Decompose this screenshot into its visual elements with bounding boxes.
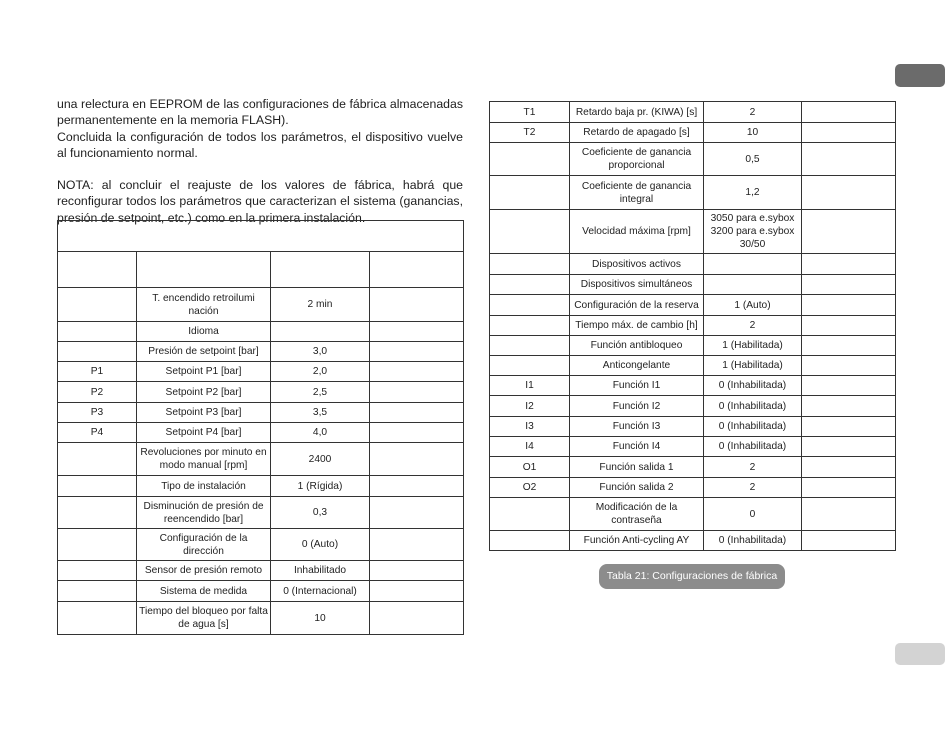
- intro-text: [57, 96, 463, 226]
- table-row: [58, 362, 464, 382]
- cell-name: Tipo de instalación: [137, 476, 271, 497]
- table-row: [490, 336, 896, 356]
- cell-note: [802, 316, 896, 336]
- table-row: [58, 322, 464, 342]
- cell-value: 10: [271, 602, 370, 635]
- cell-note: [802, 498, 896, 531]
- cell-code: [58, 497, 137, 529]
- cell-code: [490, 210, 570, 254]
- cell-code: O1: [490, 457, 570, 478]
- cell-name: Función salida 1: [570, 457, 704, 478]
- cell-name: Anticongelante: [570, 356, 704, 376]
- table-row: [490, 417, 896, 437]
- cell-name: Función I4: [570, 437, 704, 457]
- cell-value: 0,5: [704, 143, 802, 176]
- table-row: [490, 123, 896, 143]
- table-title-cell: [58, 221, 464, 252]
- table-row: [490, 143, 896, 176]
- cell-value: 3050 para e.sybox 3200 para e.sybox 30/50: [704, 210, 802, 254]
- cell-value: Inhabilitado: [271, 561, 370, 581]
- table-row: [58, 476, 464, 497]
- cell-code: [490, 498, 570, 531]
- table-row: [58, 443, 464, 476]
- table-title-row: [58, 221, 464, 252]
- cell-code: [490, 295, 570, 316]
- cell-note: [802, 417, 896, 437]
- cell-value: 2400: [271, 443, 370, 476]
- cell-code: [58, 581, 137, 602]
- cell-note: [802, 143, 896, 176]
- cell-code: O2: [490, 478, 570, 498]
- intro-paragraph-2: Concluida la configuración de todos los parámetros, el dispositivo vuelve al funcionamiento normal.: [57, 129, 463, 160]
- cell-name: Función I1: [570, 376, 704, 396]
- cell-name: Coeficiente de ganancia integral: [570, 176, 704, 210]
- cell-name: Función antibloqueo: [570, 336, 704, 356]
- cell-name: Retardo baja pr. (KIWA) [s]: [570, 102, 704, 123]
- cell-name: Setpoint P4 [bar]: [137, 423, 271, 443]
- cell-name: Retardo de apagado [s]: [570, 123, 704, 143]
- cell-note: [802, 123, 896, 143]
- cell-note: [802, 531, 896, 551]
- cell-name: Función Anti-cycling AY: [570, 531, 704, 551]
- cell-value: [704, 275, 802, 295]
- table-row: [58, 581, 464, 602]
- cell-name: Setpoint P3 [bar]: [137, 403, 271, 423]
- cell-name: Configuración de la dirección: [137, 529, 271, 561]
- cell-value: 4,0: [271, 423, 370, 443]
- cell-note: [370, 476, 464, 497]
- section-tab-inactive: [895, 643, 945, 665]
- cell-code: [58, 288, 137, 322]
- cell-note: [802, 437, 896, 457]
- cell-code: [490, 176, 570, 210]
- cell-code: [490, 531, 570, 551]
- cell-note: [370, 561, 464, 581]
- cell-code: [58, 561, 137, 581]
- cell-note: [802, 176, 896, 210]
- cell-code: [490, 316, 570, 336]
- table-row: [58, 342, 464, 362]
- table-row: [58, 423, 464, 443]
- cell-value: 0 (Inhabilitada): [704, 396, 802, 417]
- cell-code: T1: [490, 102, 570, 123]
- cell-note: [802, 102, 896, 123]
- cell-value: 3,5: [271, 403, 370, 423]
- cell-code: P1: [58, 362, 137, 382]
- table-row: [490, 376, 896, 396]
- cell-name: Función salida 2: [570, 478, 704, 498]
- cell-name: Disminución de presión de reencendido [bar]: [137, 497, 271, 529]
- cell-value: 2,5: [271, 382, 370, 403]
- intro-paragraph-1: una relectura en EEPROM de las configuraciones de fábrica almacenadas permanentemente en la memoria FLASH).: [57, 97, 463, 128]
- header-cell-name: [137, 252, 271, 288]
- cell-name: Sistema de medida: [137, 581, 271, 602]
- table-row: [490, 102, 896, 123]
- cell-value: 0 (Inhabilitada): [704, 437, 802, 457]
- cell-note: [370, 288, 464, 322]
- table-row: [490, 316, 896, 336]
- cell-code: P2: [58, 382, 137, 403]
- factory-settings-table-left: [57, 220, 464, 635]
- cell-name: Tiempo del bloqueo por falta de agua [s]: [137, 602, 271, 635]
- cell-name: Revoluciones por minuto en modo manual [rpm]: [137, 443, 271, 476]
- cell-note: [802, 457, 896, 478]
- table-row: [490, 210, 896, 254]
- cell-note: [370, 529, 464, 561]
- intro-note: NOTA: al concluir el reajuste de los valores de fábrica, habrá que reconfigurar todos los parámetros que caracterizan el sistema (ganancias, presión de setpoint, etc.) como en la primera instalación.: [57, 178, 463, 225]
- cell-code: P4: [58, 423, 137, 443]
- cell-name: Idioma: [137, 322, 271, 342]
- cell-value: 0: [704, 498, 802, 531]
- cell-code: I4: [490, 437, 570, 457]
- cell-note: [802, 376, 896, 396]
- table-row: [490, 478, 896, 498]
- cell-code: I3: [490, 417, 570, 437]
- cell-name: Dispositivos simultáneos: [570, 275, 704, 295]
- cell-note: [802, 336, 896, 356]
- cell-value: 0 (Inhabilitada): [704, 531, 802, 551]
- cell-value: [704, 254, 802, 275]
- cell-value: 1 (Auto): [704, 295, 802, 316]
- cell-note: [370, 362, 464, 382]
- cell-value: 0 (Internacional): [271, 581, 370, 602]
- cell-name: Setpoint P1 [bar]: [137, 362, 271, 382]
- cell-note: [802, 478, 896, 498]
- table-row: [58, 497, 464, 529]
- table-row: [58, 382, 464, 403]
- cell-note: [370, 443, 464, 476]
- table-row: [490, 275, 896, 295]
- cell-code: I1: [490, 376, 570, 396]
- cell-value: 2: [704, 457, 802, 478]
- cell-value: 0 (Inhabilitada): [704, 417, 802, 437]
- cell-code: P3: [58, 403, 137, 423]
- factory-settings-table-right: [489, 101, 896, 551]
- cell-code: [58, 443, 137, 476]
- table-row: [490, 531, 896, 551]
- cell-value: 10: [704, 123, 802, 143]
- cell-value: 2: [704, 316, 802, 336]
- header-cell-note: [370, 252, 464, 288]
- cell-value: 1,2: [704, 176, 802, 210]
- cell-value: 0 (Inhabilitada): [704, 376, 802, 396]
- cell-note: [370, 342, 464, 362]
- cell-name: Función I3: [570, 417, 704, 437]
- cell-note: [802, 210, 896, 254]
- cell-code: I2: [490, 396, 570, 417]
- table-row: [490, 498, 896, 531]
- header-cell-value: [271, 252, 370, 288]
- cell-note: [370, 403, 464, 423]
- cell-value: 1 (Habilitada): [704, 336, 802, 356]
- table-row: [490, 396, 896, 417]
- cell-code: [58, 342, 137, 362]
- cell-value: 1 (Habilitada): [704, 356, 802, 376]
- cell-code: T2: [490, 123, 570, 143]
- cell-name: Velocidad máxima [rpm]: [570, 210, 704, 254]
- cell-code: [490, 143, 570, 176]
- cell-name: Dispositivos activos: [570, 254, 704, 275]
- cell-value: 2: [704, 478, 802, 498]
- cell-code: [490, 254, 570, 275]
- cell-value: [271, 322, 370, 342]
- cell-value: 2 min: [271, 288, 370, 322]
- table-row: [58, 561, 464, 581]
- cell-note: [802, 295, 896, 316]
- cell-code: [58, 322, 137, 342]
- cell-note: [370, 382, 464, 403]
- cell-name: Modificación de la contraseña: [570, 498, 704, 531]
- table-row: [490, 437, 896, 457]
- cell-note: [802, 396, 896, 417]
- table-row: [58, 403, 464, 423]
- cell-name: Coeficiente de ganancia proporcional: [570, 143, 704, 176]
- table-row: [490, 457, 896, 478]
- cell-note: [370, 581, 464, 602]
- cell-note: [370, 497, 464, 529]
- table-row: [490, 254, 896, 275]
- cell-note: [802, 275, 896, 295]
- table-row: [58, 529, 464, 561]
- table-header-row: [58, 252, 464, 288]
- cell-name: Setpoint P2 [bar]: [137, 382, 271, 403]
- cell-name: Función I2: [570, 396, 704, 417]
- cell-value: 2: [704, 102, 802, 123]
- table-row: [58, 602, 464, 635]
- table-row: [490, 356, 896, 376]
- cell-name: Sensor de presión remoto: [137, 561, 271, 581]
- cell-note: [370, 602, 464, 635]
- cell-value: 1 (Rígida): [271, 476, 370, 497]
- cell-value: 2,0: [271, 362, 370, 382]
- table-row: [490, 295, 896, 316]
- table-row: [58, 288, 464, 322]
- cell-value: 3,0: [271, 342, 370, 362]
- cell-name: T. encendido retroilumi nación: [137, 288, 271, 322]
- header-cell-code: [58, 252, 137, 288]
- table-caption: Tabla 21: Configuraciones de fábrica: [599, 564, 785, 589]
- section-tab-active: [895, 64, 945, 87]
- cell-name: Configuración de la reserva: [570, 295, 704, 316]
- cell-value: 0 (Auto): [271, 529, 370, 561]
- cell-note: [370, 322, 464, 342]
- cell-value: 0,3: [271, 497, 370, 529]
- cell-code: [490, 275, 570, 295]
- cell-code: [490, 356, 570, 376]
- cell-code: [58, 602, 137, 635]
- cell-name: Tiempo máx. de cambio [h]: [570, 316, 704, 336]
- cell-code: [490, 336, 570, 356]
- cell-note: [370, 423, 464, 443]
- cell-name: Presión de setpoint [bar]: [137, 342, 271, 362]
- cell-note: [802, 254, 896, 275]
- table-row: [490, 176, 896, 210]
- cell-code: [58, 476, 137, 497]
- cell-note: [802, 356, 896, 376]
- cell-code: [58, 529, 137, 561]
